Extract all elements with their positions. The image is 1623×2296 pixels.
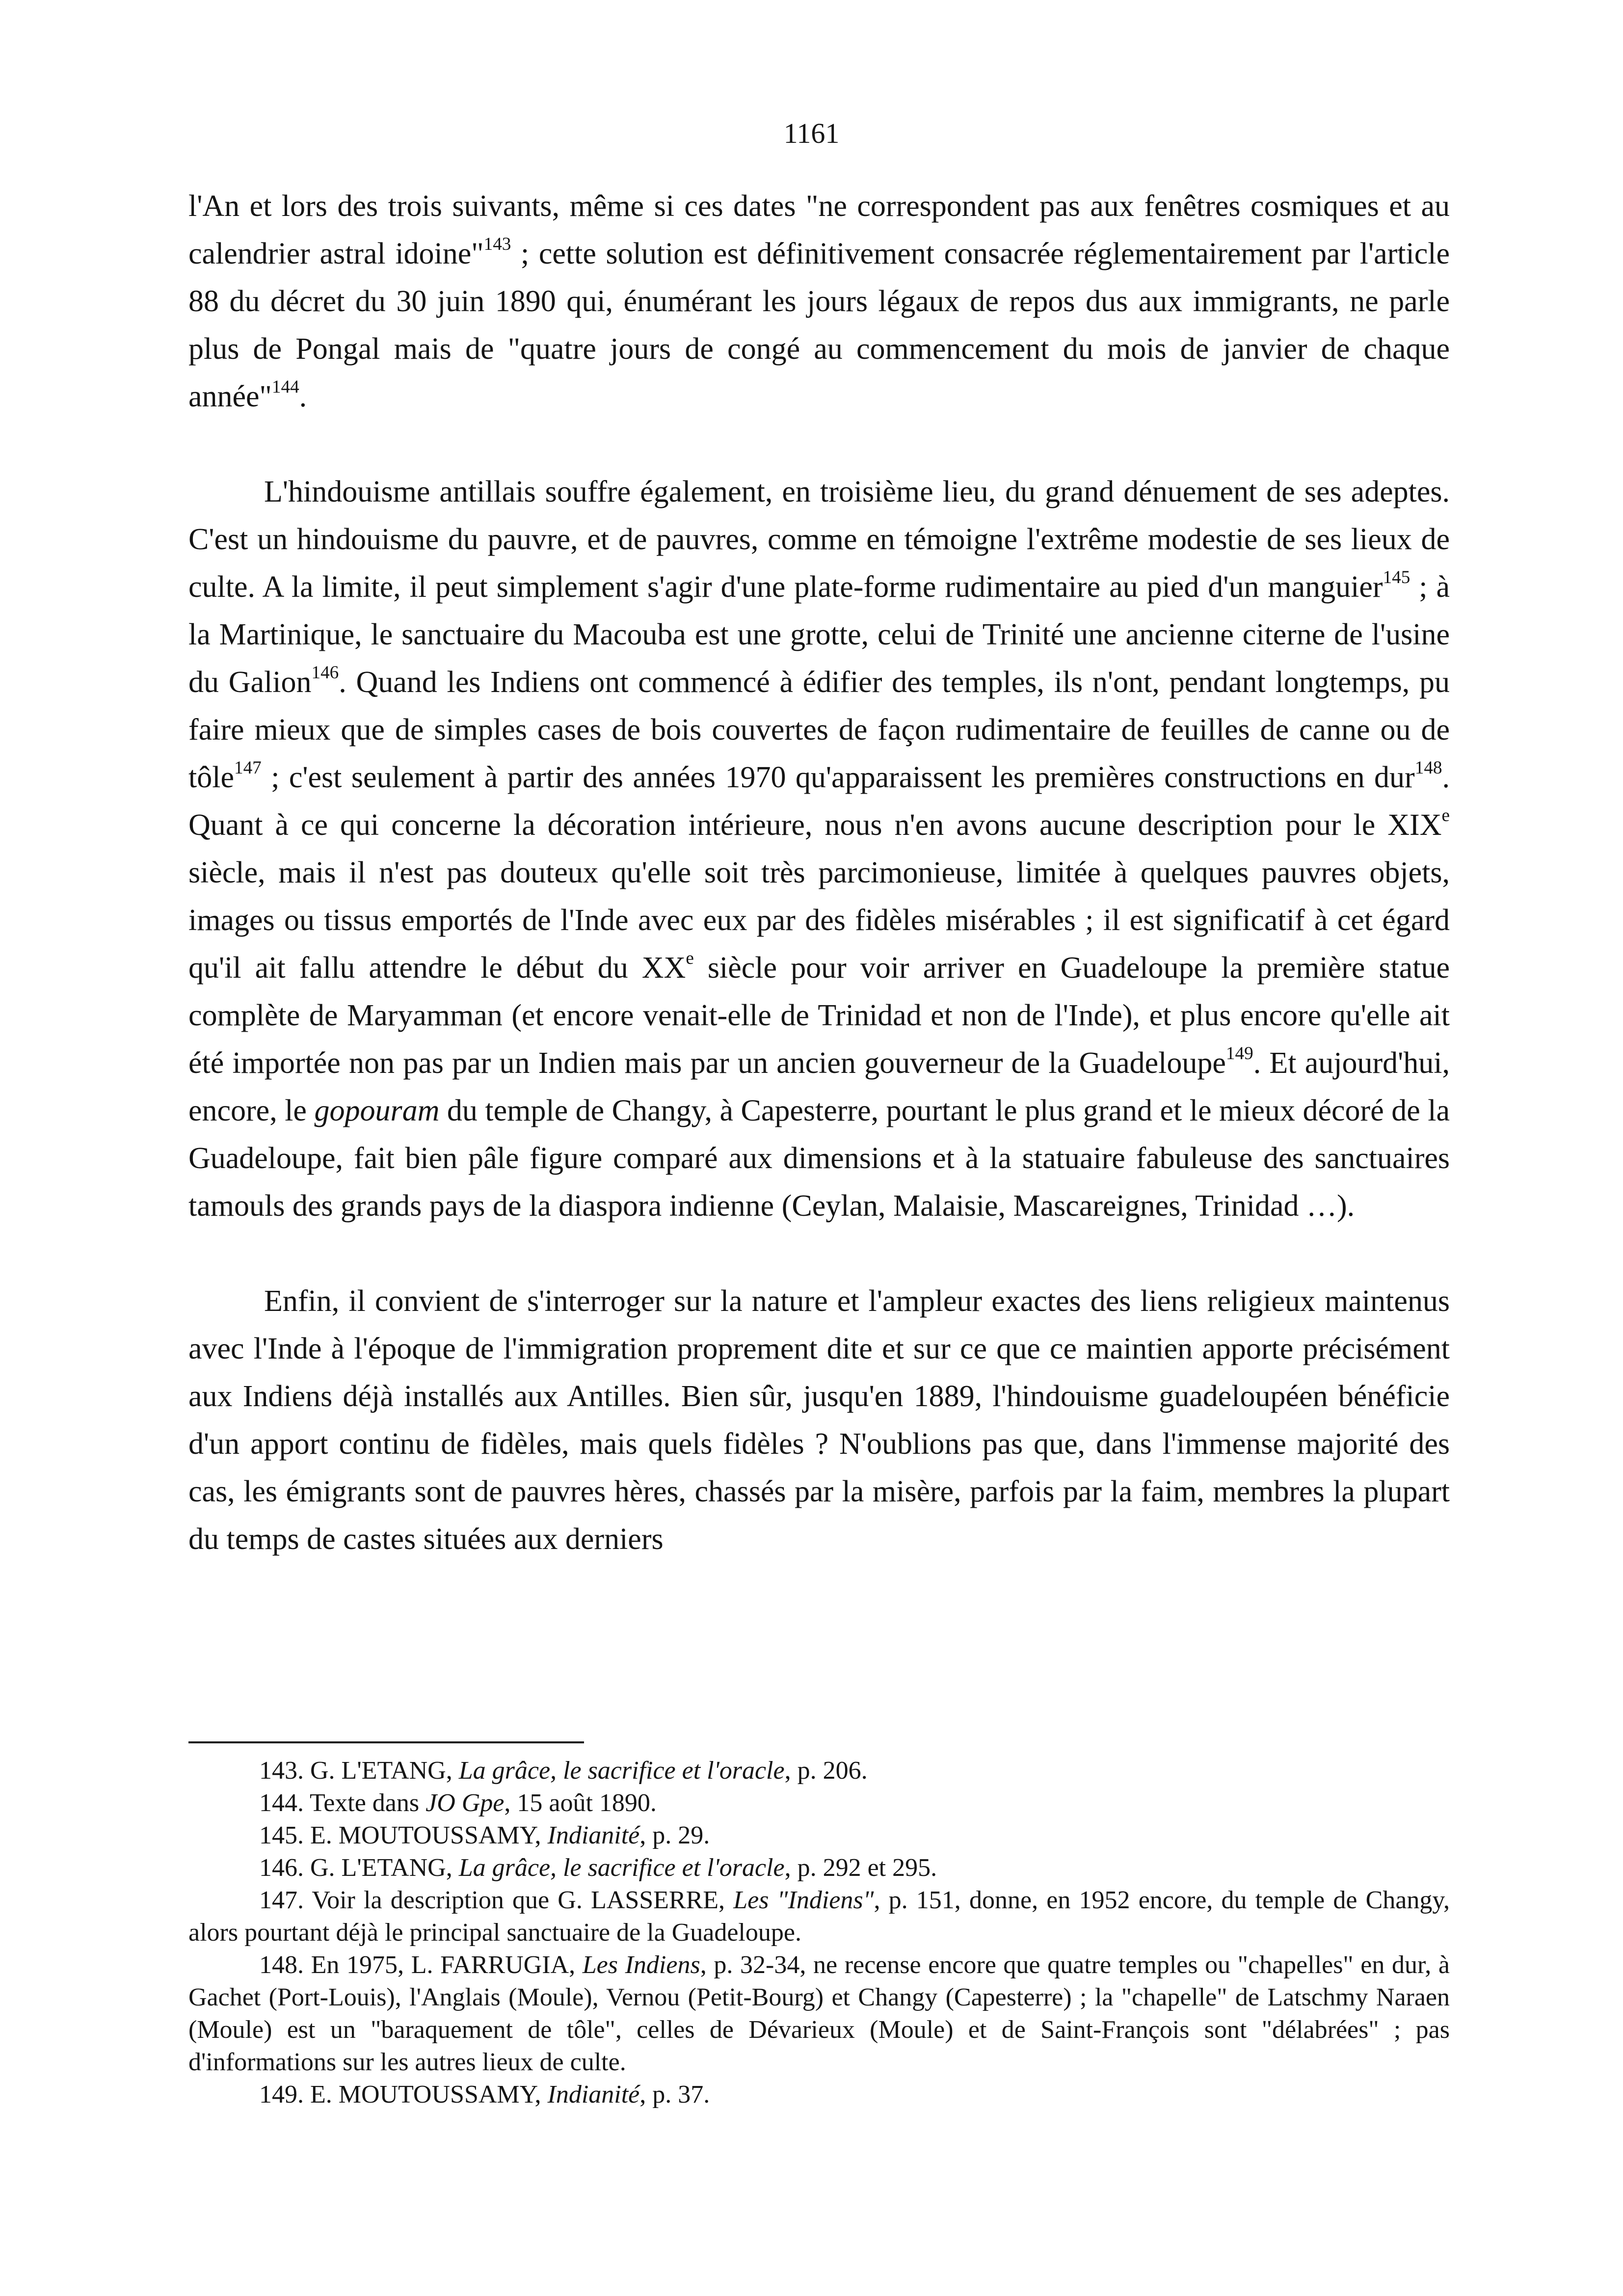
footnote-143 bbox=[188, 1755, 1450, 1787]
footnote-text: 149. E. MOUTOUSSAMY, bbox=[259, 2081, 548, 2109]
text-run: ; c'est seulement à partir des années 1970 qu'apparaissent les premières constructions en dur bbox=[261, 761, 1415, 794]
text-run: . Et aujourd'hui, encore, le bbox=[188, 1046, 1450, 1127]
text-run: Enfin, il convient de s'interroger sur la nature et l'ampleur exactes des liens religieux maintenus avec l'Inde à l'époque de l'immigration proprement dite et sur ce que ce maintien apporte précisément aux Indiens déjà installés aux Antilles. Bien sûr, jusqu'en 1889, l'hindouisme guadeloupéen bénéficie d'un apport continu de fidèles, mais quels fidèles ? N'oublions pas que, dans l'immense majorité des cas, les émigrants sont de pauvres hères, chassés par la misère, parfois par la faim, membres la plupart du temps de castes situées aux derniers bbox=[188, 1284, 1450, 1556]
footnote-text: , p. 37. bbox=[639, 2081, 710, 2109]
footnote-text: , p. 151, donne, en 1952 encore, du temple de Changy, alors pourtant déjà le principal sanctuaire de la Guadeloupe. bbox=[188, 1886, 1450, 1947]
text-run: siècle, mais il n'est pas douteux qu'elle soit très parcimonieuse, limitée à quelques pauvres objets, images ou tissus emportés de l'Inde avec eux par des fidèles misérables ; il est significatif à cet égard qu'il ait fallu attendre le début du XX bbox=[188, 856, 1450, 985]
footnote-text: , p. 32-34, ne recense encore que quatre temples ou "chapelles" en dur, à Gachet (Port-Louis), l'Anglais (Moule), Vernou (Petit-Bourg) et Changy (Capesterre) ; la "chapelle" de Latschmy Naraen (Moule) est un "baraquement de tôle", celles de Dévarieux (Moule) et de Saint-François sont "délabrées" ; pas d'informations sur les autres lieux de culte. bbox=[188, 1951, 1450, 2076]
footnote-text: 144. Texte dans bbox=[259, 1789, 426, 1817]
text-run: siècle pour voir arriver en Guadeloupe la première statue complète de Maryamman (et encore venait-elle de Trinidad et non de l'Inde), et plus encore qu'elle ait été importée non pas par un Indien mais par un ancien gouverneur de la Guadeloupe bbox=[188, 951, 1450, 1080]
footnote-title: Les Indiens bbox=[582, 1951, 700, 1979]
italic-term: gopouram bbox=[314, 1094, 440, 1127]
footnotes bbox=[188, 1755, 1450, 2111]
footnote-text: , 15 août 1890. bbox=[504, 1789, 657, 1817]
footnote-divider bbox=[188, 1741, 584, 1743]
footnote-text: 147. Voir la description que G. LASSERRE, bbox=[259, 1886, 734, 1914]
footnote-title: La grâce, le sacrifice et l'oracle bbox=[458, 1854, 785, 1882]
footnote-text: 146. G. L'ETANG, bbox=[259, 1854, 459, 1882]
text-run: L'hindouisme antillais souffre également, en troisième lieu, du grand dénuement de ses adeptes. C'est un hindouisme du pauvre, et de pauvres, comme en témoigne l'extrême modestie de ses lieux de culte. A la limite, il peut simplement s'agir d'une plate-forme rudimentaire au pied d'un manguier bbox=[188, 475, 1450, 604]
century-superscript: e bbox=[686, 948, 694, 969]
paragraph-2 bbox=[188, 468, 1450, 1230]
footnote-text: , p. 292 et 295. bbox=[784, 1854, 937, 1882]
text-run: ; cette solution est définitivement consacrée réglementairement par l'article 88 du décret du 30 juin 1890 qui, énumérant les jours légaux de repos dus aux immigrants, ne parle plus de Pongal mais de "quatre jours de congé au commencement du mois de janvier de chaque année" bbox=[188, 237, 1450, 413]
body-text bbox=[188, 183, 1450, 1563]
footnote-ref-147: 147 bbox=[234, 758, 262, 778]
footnote-147 bbox=[188, 1884, 1450, 1949]
footnote-title: Indianité bbox=[547, 1821, 640, 1849]
page-number: 1161 bbox=[783, 117, 840, 149]
footnote-ref-145: 145 bbox=[1383, 567, 1410, 588]
text-run: . Quant à ce qui concerne la décoration intérieure, nous n'en avons aucune description pour le XIX bbox=[188, 761, 1450, 842]
footnote-ref-143: 143 bbox=[483, 234, 511, 255]
footnote-ref-148: 148 bbox=[1414, 758, 1442, 778]
footnote-ref-144: 144 bbox=[271, 377, 299, 398]
footnote-text: 148. En 1975, L. FARRUGIA, bbox=[259, 1951, 583, 1979]
text-run: ; à la Martinique, le sanctuaire du Macouba est une grotte, celui de Trinité une ancienne citerne de l'usine du Galion bbox=[188, 570, 1450, 699]
text-run: . Quand les Indiens ont commencé à édifier des temples, ils n'ont, pendant longtemps, pu faire mieux que de simples cases de bois couvertes de façon rudimentaire de feuilles de canne ou de tôle bbox=[188, 666, 1450, 794]
footnote-title: Les "Indiens" bbox=[733, 1886, 874, 1914]
text-run: du temple de Changy, à Capesterre, pourtant le plus grand et le mieux décoré de la Guadeloupe, fait bien pâle figure comparé aux dimensions et à la statuaire fabuleuse des sanctuaires tamouls des grands pays de la diaspora indienne (Ceylan, Malaisie, Mascareignes, Trinidad …). bbox=[188, 1094, 1450, 1223]
footnote-title: JO Gpe bbox=[426, 1789, 505, 1817]
footnote-ref-149: 149 bbox=[1225, 1043, 1253, 1064]
footnote-148 bbox=[188, 1949, 1450, 2079]
footnote-144 bbox=[188, 1787, 1450, 1819]
footnote-ref-146: 146 bbox=[311, 663, 339, 683]
footnote-146 bbox=[188, 1852, 1450, 1884]
paragraph-3 bbox=[188, 1278, 1450, 1563]
footnote-145 bbox=[188, 1819, 1450, 1852]
footnote-149 bbox=[188, 2079, 1450, 2111]
footnote-text: , p. 29. bbox=[639, 1821, 710, 1849]
footnote-text: , p. 206. bbox=[784, 1757, 868, 1785]
century-superscript: e bbox=[1441, 805, 1450, 826]
text-run: . bbox=[299, 380, 307, 413]
footnote-text: 143. G. L'ETANG, bbox=[259, 1757, 459, 1785]
footnote-text: 145. E. MOUTOUSSAMY, bbox=[259, 1821, 548, 1849]
footnote-title: La grâce, le sacrifice et l'oracle bbox=[458, 1757, 785, 1785]
paragraph-1 bbox=[188, 183, 1450, 421]
footnote-title: Indianité bbox=[547, 2081, 640, 2109]
text-run: l'An et lors des trois suivants, même si ces dates "ne correspondent pas aux fenêtres cosmiques et au calendrier astral idoine" bbox=[188, 189, 1450, 270]
